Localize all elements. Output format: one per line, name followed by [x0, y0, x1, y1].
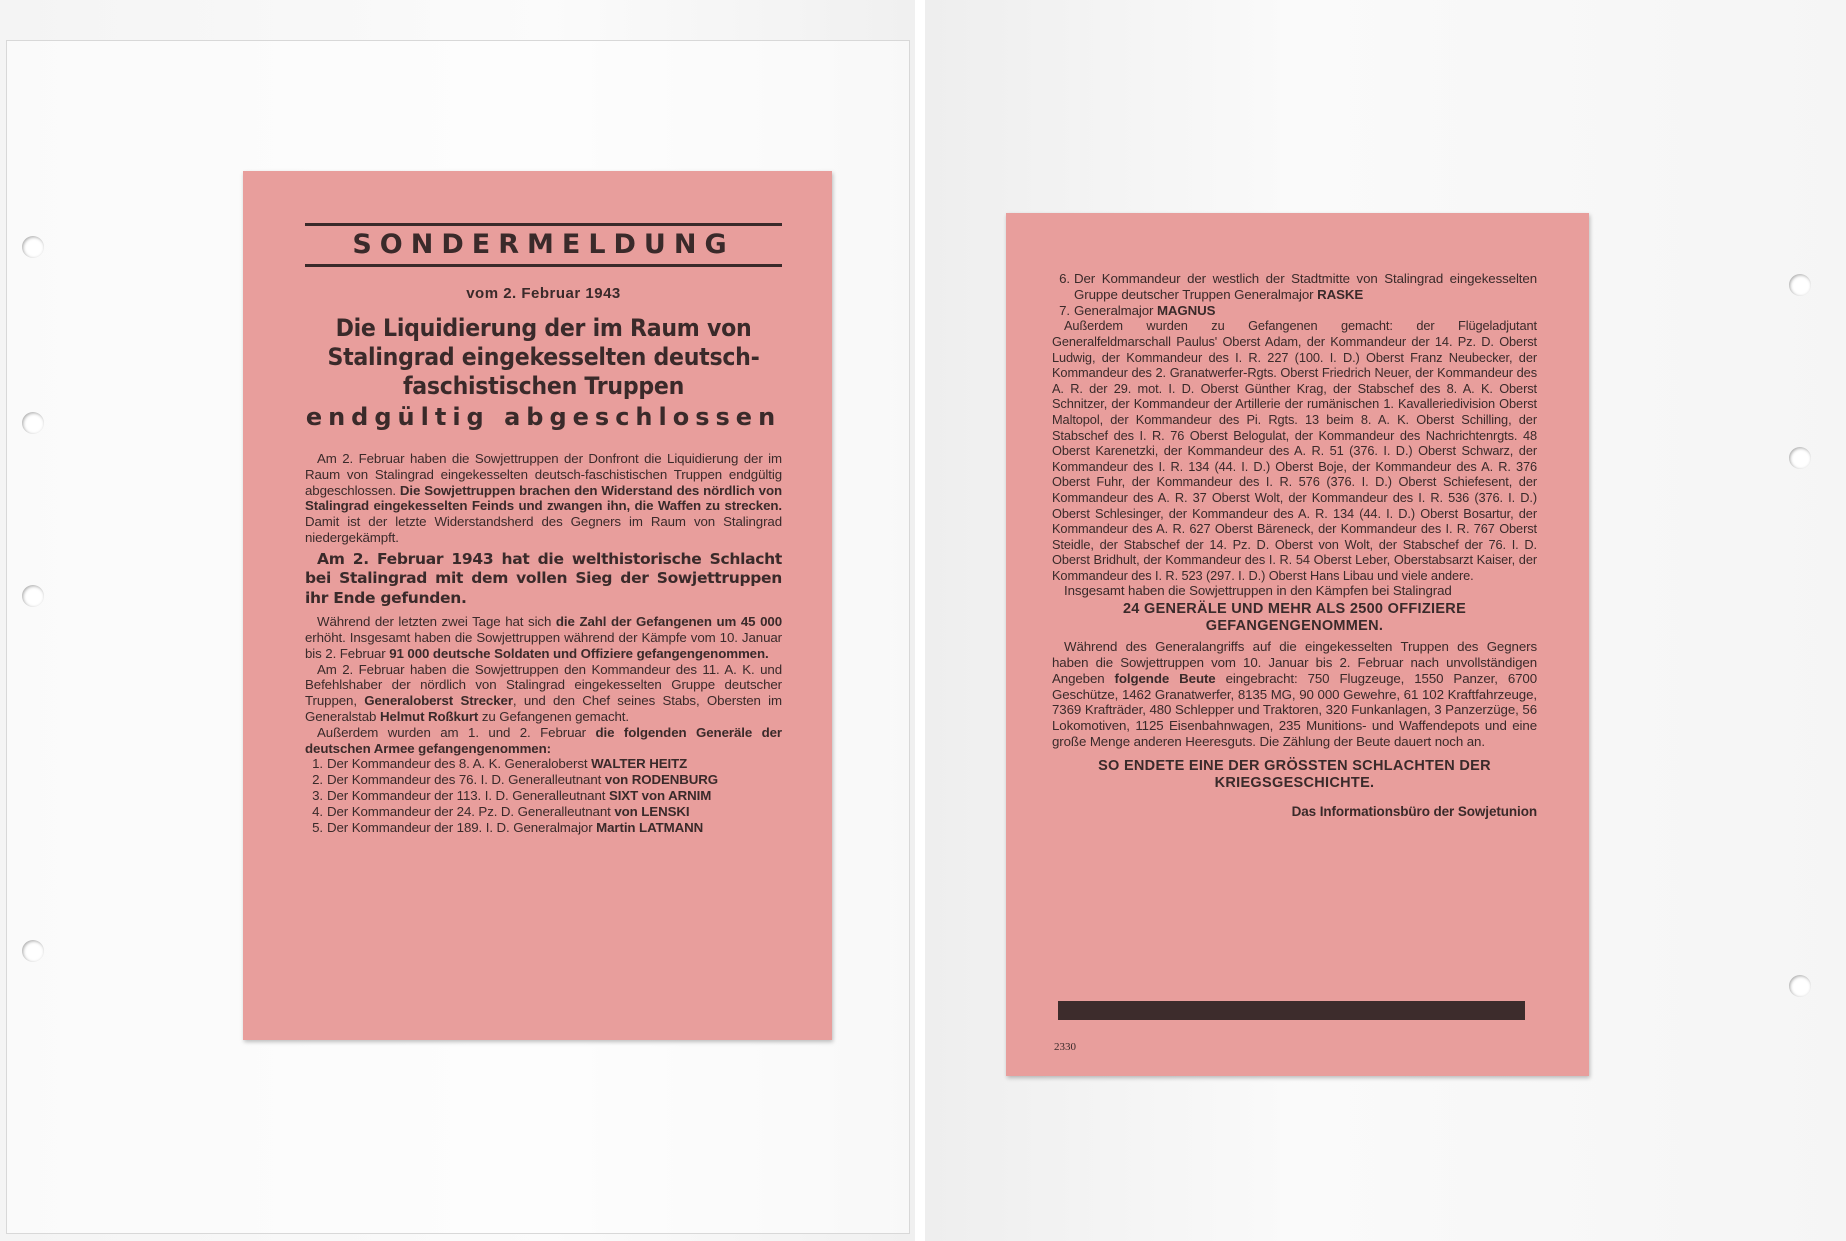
- binder-hole-2: [22, 412, 44, 434]
- list-text-name: MAGNUS: [1156, 302, 1216, 318]
- binder-hole-3: [22, 585, 44, 607]
- headline-subline: endgültig abgeschlossen: [305, 403, 782, 431]
- list-text: [1074, 271, 1537, 303]
- front-body: [305, 451, 782, 835]
- headline-line-1: Die Liquidierung der im Raum von: [335, 314, 752, 342]
- list-text-name: von LENSKI: [614, 803, 690, 819]
- list-text-plain: Der Kommandeur der 113. I. D. Generalleutnant: [327, 788, 609, 804]
- list-item: [305, 804, 782, 820]
- list-text-plain: Der Kommandeur der westlich der Stadtmitte von Stalingrad eingekesselten Gruppe deutscher Truppen Generalmajor: [1074, 271, 1537, 302]
- page-gap: [915, 0, 925, 1241]
- list-text-plain: Der Kommandeur des 76. I. D. Generalleutnant: [327, 772, 605, 788]
- list-text-plain: Der Kommandeur der 189. I. D. Generalmajor: [327, 819, 597, 835]
- list-number: 2.: [312, 772, 323, 788]
- paragraph-1-bold: Die Sowjettruppen brachen den Widerstand des nördlich von Stalingrad eingekesselten Feinds und zwangen ihn, die Waffen zu strecken.: [305, 482, 782, 514]
- list-item: [1052, 271, 1537, 303]
- paragraph-1-text-b: Damit ist der letzte Widerstandsherd des Gegners im Raum von Stalingrad niedergekämpft.: [305, 514, 782, 545]
- list-text-name: WALTER HEITZ: [591, 756, 688, 772]
- list-number: 7.: [1059, 302, 1070, 318]
- list-text-plain: Der Kommandeur der 24. Pz. D. Generalleutnant: [327, 803, 615, 819]
- list-number: 5.: [312, 819, 323, 835]
- paragraph-2-bold-b: 91 000 deutsche Soldaten und Offiziere gefangengenommen.: [389, 645, 769, 661]
- paragraph-1-text-a: Am 2. Februar haben die Sowjettruppen der Donfront die Liquidierung der im Raum von Stalingrad eingekesselten deutsch-faschistischen Truppen endgültig abgeschlossen.: [305, 451, 782, 498]
- list-text: [327, 772, 782, 788]
- headline: [306, 314, 782, 401]
- officers-paragraph: Außerdem wurden zu Gefangenen gemacht: der Flügeladjutant Generalfeldmarschall Paulus' Oberst Adam, der Kommandeur der 14. Pz. D. Oberst Ludwig, der Kommandeur des I. R. 227 (100. I. D.) Oberst Franz Neubecker, der Kommandeur des 2. Granatwerfer-Rgts. Oberst Friedrich Neuer, der Kommandeur des A. R. der 29. mot. I. D. Oberst Günther Krag, der Stabschef des 8. A. K. Oberst Schnitzer, der Kommandeur der Artillerie der rumänischen 1. Kavalleriedivision Oberst Maltopol, der Kommandeur des Pi. Rgts. 13 beim 8. A. K. Oberst Schilling, der Stabschef des I. R. 76 Oberst Belogulat, der Kommandeur des Nachrichtenrgts. 48 Oberst Karenetzki, der Kommandeur des A. R. 51 (376. I. D.) Oberst Schwarz, der Kommandeur des I. R. 134 (44. I. D.) Oberst Boje, der Kommandeur des A. R. 376 Oberst Fuhr, der Kommandeur des I. R. 576 (376. I. D.) Oberst Schiefesent, der Kommandeur des A. R. 37 Oberst Wolt, der Kommandeur des I. R. 536 (376. I. D.) Oberst Schlesinger, der Kommandeur des A. R. 134 (44. I. D.) Oberst Bosartur, der Kommandeur des A. R. 627 Oberst Bäreneck, der Kommandeur des I. R. 767 Oberst Steidle, der Stabschef der 14. Pz. D. Oberst von Wolt, der Stabschef der 76. I. D. Oberst Bridhult, der Kommandeur des I. R. 54 Oberst Leber, Oberstabsarzt Kaiser, der Kommandeur des I. R. 523 (297. I. D.) Oberst Hans Libau und viele andere.: [1052, 318, 1537, 583]
- binder-hole-5: [1789, 274, 1811, 296]
- banner-title: SONDERMELDUNG: [352, 229, 735, 260]
- list-text-name: Martin LATMANN: [596, 819, 704, 835]
- binder-hole-4: [22, 940, 44, 962]
- paragraph-3-text-a: Am 2. Februar haben die Sowjettruppen den Kommandeur des 11. A. K. und Befehlshaber der nördlich von Stalingrad eingekesselten Gruppe deutscher Truppen,: [305, 661, 782, 709]
- leaflet-back: [1006, 213, 1589, 1076]
- paragraph-4-text-a: Außerdem wurden am 1. und 2. Februar: [317, 724, 596, 740]
- paragraph-4: [305, 725, 782, 757]
- generals-list-front: [305, 756, 782, 835]
- paragraph-3-text-b: , und den Chef seines Stabs, Obersten im Generalstab: [305, 693, 782, 725]
- list-number: 3.: [312, 788, 323, 804]
- paragraph-2-text-b: erhöht. Insgesamt haben die Sowjettruppen während der Kämpfe vom 10. Januar bis 2. Februar: [305, 630, 782, 661]
- closing-caps: SO ENDETE EINE DER GRÖSSTEN SCHLACHTEN DER KRIEGSGESCHICHTE.: [1098, 757, 1491, 791]
- banner: [305, 223, 782, 267]
- list-text: [327, 804, 782, 820]
- binder-hole-7: [1789, 975, 1811, 997]
- list-number: 1.: [312, 756, 323, 772]
- headline-line-2: Stalingrad eingekesselten deutsch-: [327, 343, 760, 371]
- paragraph-2: [305, 614, 782, 661]
- list-number: 4.: [312, 803, 323, 819]
- list-text: [327, 756, 782, 772]
- binder-hole-6: [1789, 447, 1811, 469]
- booty-text-a: Während des Generalangriffs auf die eingekesselten Truppen des Gegners haben die Sowjettruppen vom 10. Januar bis 2. Februar nach unvollständigen Angeben: [1052, 639, 1537, 686]
- paragraph-2-text-a: Während der letzten zwei Tage hat sich: [317, 614, 556, 630]
- list-text-name: von RODENBURG: [604, 772, 719, 788]
- generals-list-back: [1052, 271, 1537, 318]
- list-text: [1074, 303, 1537, 319]
- highlight-paragraph: Am 2. Februar 1943 hat die welthistorische Schlacht bei Stalingrad mit dem vollen Sieg der Sowjettruppen ihr Ende gefunden.: [305, 549, 782, 607]
- list-item: [305, 772, 782, 788]
- booty-text-b: eingebracht: 750 Flugzeuge, 1550 Panzer, 6700 Geschütze, 1462 Granatwerfer, 8135 MG, 90 000 Gewehre, 61 102 Kraftfahrzeuge, 7369 Krafträder, 480 Schlepper und Traktoren, 320 Funkanlagen, 3 Panzerzüge, 56 Lokomotiven, 1125 Eisenbahnwagen, 235 Munitions- und Waffendepots und eine große Menge anderen Heeresguts. Die Zählung der Beute dauert noch an.: [1052, 670, 1537, 750]
- booty-paragraph: [1052, 639, 1537, 750]
- list-text: [327, 788, 782, 804]
- total-caps: 24 GENERÄLE UND MEHR ALS 2500 OFFIZIERE GEFANGENGENOMMEN.: [1122, 601, 1467, 635]
- list-item: [305, 820, 782, 836]
- paragraph-3-bold-a: Generaloberst Strecker: [364, 693, 513, 709]
- list-number: 6.: [1059, 271, 1070, 286]
- leaflet-front: [243, 171, 832, 1040]
- binder-hole-1: [22, 236, 44, 258]
- list-text-name: SIXT von ARNIM: [608, 788, 712, 804]
- paragraph-3-text-c: zu Gefangenen gemacht.: [478, 709, 629, 725]
- list-item: [305, 788, 782, 804]
- list-text-name: RASKE: [1317, 286, 1364, 302]
- signature: Das Informationsbüro der Sowjetunion: [1291, 803, 1537, 819]
- date-line: vom 2. Februar 1943: [466, 285, 621, 302]
- paragraph-3: [305, 662, 782, 725]
- list-text-plain: Generalmajor: [1074, 302, 1157, 318]
- paragraph-1: [305, 451, 782, 546]
- decorative-bar: [1058, 1001, 1525, 1020]
- total-paragraph: Insgesamt haben die Sowjettruppen in den Kämpfen bei Stalingrad: [1064, 583, 1452, 599]
- paragraph-3-bold-b: Helmut Roßkurt: [379, 709, 479, 725]
- list-text-plain: Der Kommandeur des 8. A. K. Generaloberst: [327, 756, 592, 772]
- headline-line-3: faschistischen Truppen: [402, 372, 685, 400]
- booty-bold: folgende Beute: [1114, 670, 1216, 686]
- list-item: [1052, 303, 1537, 319]
- list-text: [327, 820, 782, 836]
- back-body: [1052, 271, 1537, 820]
- paragraph-2-bold-a: die Zahl der Gefangenen um 45 000: [555, 614, 782, 630]
- list-item: [305, 756, 782, 772]
- print-code: 2330: [1054, 1041, 1076, 1053]
- paragraph-4-bold: die folgenden Generäle der deutschen Armee gefangengenommen:: [305, 724, 783, 756]
